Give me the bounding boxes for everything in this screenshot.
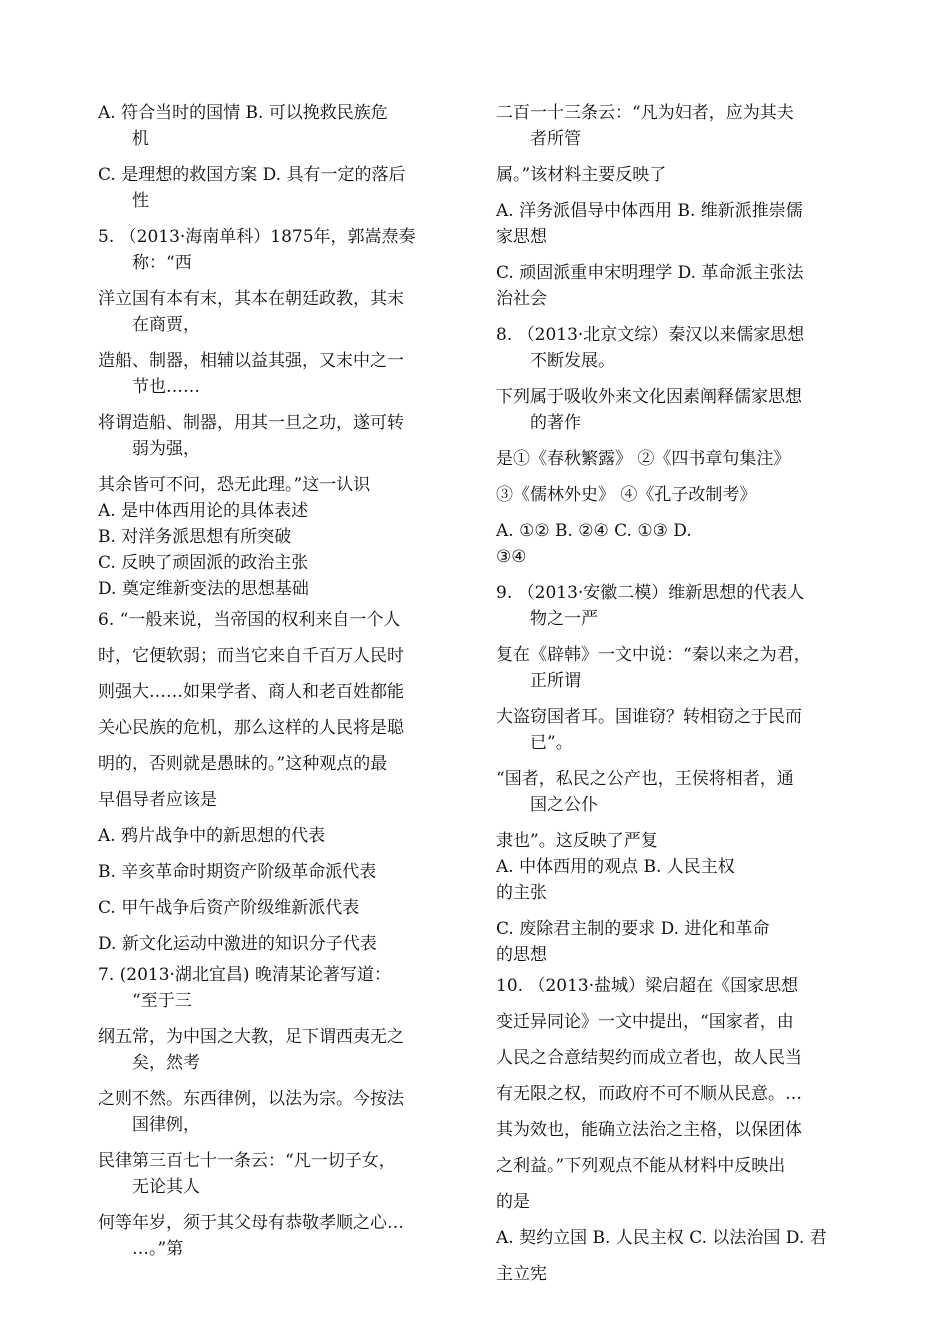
text-line: 明的，否则就是愚昧的。”这种观点的最 — [98, 754, 388, 774]
text-line: 何等年岁，须于其父母有恭敬孝顺之心… — [98, 1213, 404, 1233]
text-line: D. 新文化运动中激进的知识分子代表 — [98, 934, 377, 954]
text-line: 纲五常，为中国之大教，足下谓西夷无之 — [98, 1027, 404, 1047]
text-line: 是①《春秋繁露》 ②《四书章句集注》 — [496, 449, 791, 469]
text-line: 复在《辟韩》一文中说：“秦以来之为君， — [496, 645, 811, 665]
text-line: 造船、制器，相辅以益其强，又末中之一 — [98, 351, 404, 371]
text-line: C. 甲午战争后资产阶级维新派代表 — [98, 898, 360, 918]
text-line: ③④ — [496, 547, 527, 567]
text-line: 其为效也，能确立法治之主格，以保团体 — [496, 1120, 802, 1140]
text-line: 国之公仆 — [530, 795, 598, 815]
text-line: 属。”该材料主要反映了 — [496, 165, 667, 185]
text-line: 隶也”。这反映了严复 — [496, 831, 658, 851]
text-line: 机 — [132, 129, 149, 149]
text-line: 国律例， — [132, 1115, 200, 1135]
text-line: B. 辛亥革命时期资产阶级革命派代表 — [98, 862, 377, 882]
text-line: 家思想 — [496, 227, 547, 247]
text-line: C. 顽固派重申宋明理学 D. 革命派主张法 — [496, 263, 804, 283]
text-line: 6. “一般来说，当帝国的权利来自一个人 — [98, 610, 401, 630]
text-line: …。”第 — [132, 1239, 184, 1259]
text-line: 早倡导者应该是 — [98, 790, 217, 810]
text-line: 正所谓 — [530, 671, 581, 691]
text-line: 8. （2013·北京文综）秦汉以来儒家思想 — [496, 325, 805, 345]
text-line: 5. （2013·海南单科）1875年，郭嵩焘奏 — [98, 227, 416, 247]
text-line: B. 对洋务派思想有所突破 — [98, 527, 292, 547]
text-line: 时，它便软弱；而当它来自千百万人民时 — [98, 646, 404, 666]
text-line: 的著作 — [530, 413, 581, 433]
text-line: 有无限之权，而政府不可不顺从民意。… — [496, 1084, 802, 1104]
text-line: “国者，私民之公产也，王侯将相者，通 — [496, 769, 794, 789]
text-line: C. 是理想的救国方案 D. 具有一定的落后 — [98, 165, 406, 185]
text-line: 的思想 — [496, 945, 547, 965]
text-line: 性 — [132, 191, 149, 211]
text-line: 在商贾， — [132, 315, 200, 335]
text-line: 民律第三百七十一条云：“凡一切子女， — [98, 1151, 396, 1171]
text-line: 10. （2013·盐城）梁启超在《国家思想 — [496, 976, 799, 996]
text-line: 不断发展。 — [530, 351, 615, 371]
text-line: ③《儒林外史》 ④《孔子改制考》 — [496, 485, 757, 505]
text-line: 矣，然考 — [132, 1053, 200, 1073]
text-line: 变迁异同论》一文中提出，“国家者，由 — [496, 1012, 794, 1032]
text-line: 9. （2013·安徽二模）维新思想的代表人 — [496, 583, 805, 603]
text-line: 7. (2013·湖北宜昌) 晚清某论著写道： — [98, 965, 391, 985]
text-line: 称：“西 — [132, 253, 192, 273]
text-line: “至于三 — [132, 991, 192, 1011]
text-line: 之则不然。东西律例，以法为宗。今按法 — [98, 1089, 404, 1109]
text-line: 之利益。”下列观点不能从材料中反映出 — [496, 1156, 786, 1176]
text-line: 者所管 — [530, 129, 581, 149]
text-line: D. 奠定维新变法的思想基础 — [98, 579, 309, 599]
text-line: 已”。 — [530, 733, 573, 753]
text-line: 物之一严 — [530, 609, 598, 629]
text-line: A. 中体西用的观点 B. 人民主权 — [496, 857, 735, 877]
text-line: C. 废除君主制的要求 D. 进化和革命 — [496, 919, 770, 939]
text-line: 无论其人 — [132, 1177, 200, 1197]
left-column — [98, 100, 470, 1262]
text-line: 弱为强， — [132, 439, 200, 459]
text-line: 治社会 — [496, 289, 547, 309]
text-line: 人民之合意结契约而成立者也，故人民当 — [496, 1048, 802, 1068]
text-line: 主立宪 — [496, 1264, 547, 1284]
text-line: A. 符合当时的国情 B. 可以挽救民族危 — [98, 103, 388, 123]
text-line: A. 洋务派倡导中体西用 B. 维新派推崇儒 — [496, 201, 803, 221]
text-line: C. 反映了顽固派的政治主张 — [98, 553, 309, 573]
text-line: 节也…… — [132, 377, 200, 397]
text-line: 下列属于吸收外来文化因素阐释儒家思想 — [496, 387, 802, 407]
text-line: 的是 — [496, 1192, 530, 1212]
text-line: 关心民族的危机，那么这样的人民将是聪 — [98, 718, 404, 738]
text-line: 将谓造船、制器，用其一旦之功，遂可转 — [98, 413, 404, 433]
text-line: A. 是中体西用论的具体表述 — [98, 501, 309, 521]
text-line: 其余皆可不问，恐无此理。”这一认识 — [98, 475, 371, 495]
text-line: 则强大……如果学者、商人和老百姓都能 — [98, 682, 404, 702]
text-line: A. 契约立国 B. 人民主权 C. 以法治国 D. 君 — [496, 1228, 827, 1248]
text-line: 二百一十三条云：“凡为妇者，应为其夫 — [496, 103, 794, 123]
text-line: A. ①② B. ②④ C. ①③ D. — [496, 521, 692, 541]
text-line: 的主张 — [496, 883, 547, 903]
text-line: A. 鸦片战争中的新思想的代表 — [98, 826, 326, 846]
text-line: 洋立国有本有末，其本在朝廷政教，其末 — [98, 289, 404, 309]
right-column — [496, 100, 868, 1292]
text-line: 大盗窃国者耳。国谁窃？转相窃之于民而 — [496, 707, 802, 727]
